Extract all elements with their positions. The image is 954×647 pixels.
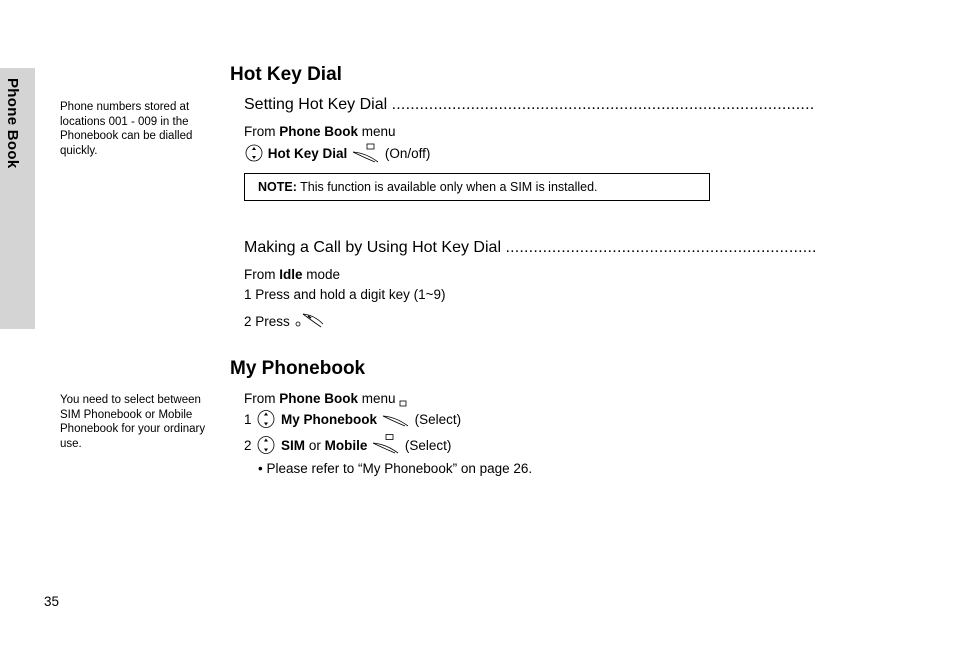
step-action: (Select) [414,412,462,428]
subheading-text: Setting Hot Key Dial [244,96,388,113]
nav-key-icon [255,409,277,432]
from-prefix: From [244,124,276,139]
step-line-hot-key-dial [244,143,430,166]
step-2-line [244,434,451,459]
side-note-my-phonebook: You need to select between SIM Phonebook or Mobile Phonebook for your ordinary use. [60,394,206,450]
note-text: This function is available only when a SIM is installed. [300,180,598,194]
step-action: (On/off) [384,146,431,162]
softkey-icon [351,143,381,166]
nav-key-icon [255,435,277,458]
mode-name: Idle [279,267,303,282]
step-item: Hot Key Dial [267,146,348,162]
step-text: Press and hold a digit key (1~9) [255,287,446,302]
note-box [244,173,710,201]
step-item-mobile: Mobile [324,438,368,454]
from-suffix: menu [361,391,396,406]
note-label: NOTE: [258,180,297,194]
step-action: (Select) [404,438,452,454]
nav-key-icon [244,144,264,165]
section-title-hot-key-dial: Hot Key Dial [230,64,342,85]
from-suffix: mode [306,267,341,282]
from-suffix: menu [361,124,396,139]
side-tab-label: Phone Book [4,78,21,169]
softkey-icon [371,434,401,459]
dot-leader: ................................................................... [505,239,817,256]
send-key-icon [294,311,326,334]
step-number: 2 [244,438,252,454]
menu-name: Phone Book [279,124,359,139]
step-number: 1 [244,287,252,302]
from-prefix: From [244,391,276,406]
dot-leader: ........................................................................................... [391,96,815,113]
menu-name: Phone Book [279,391,359,406]
step-2-line [244,311,326,334]
step-1-line [244,409,461,432]
reference-bullet: • Please refer to “My Phonebook” on page 26. [258,461,533,476]
section-title-my-phonebook: My Phonebook [230,358,366,379]
step-number: 1 [244,412,252,428]
subheading-making-call [244,239,879,257]
step-item-sim: SIM [281,438,306,454]
step-1-line [244,287,446,302]
softkey-icon [381,409,411,432]
step-item: My Phonebook [281,412,378,428]
from-prefix: From [244,267,276,282]
page-number: 35 [44,594,60,609]
side-note-hot-key: Phone numbers stored at locations 001 - 009 in the Phonebook can be dialled quickly. [60,101,193,157]
from-mode-line [244,267,340,282]
step-or: or [308,438,321,454]
step-text: Press [255,314,290,330]
from-menu-line [244,124,396,139]
subheading-text: Making a Call by Using Hot Key Dial [244,239,501,256]
step-number: 2 [244,314,252,330]
subheading-setting-hot-key-dial [244,96,879,114]
